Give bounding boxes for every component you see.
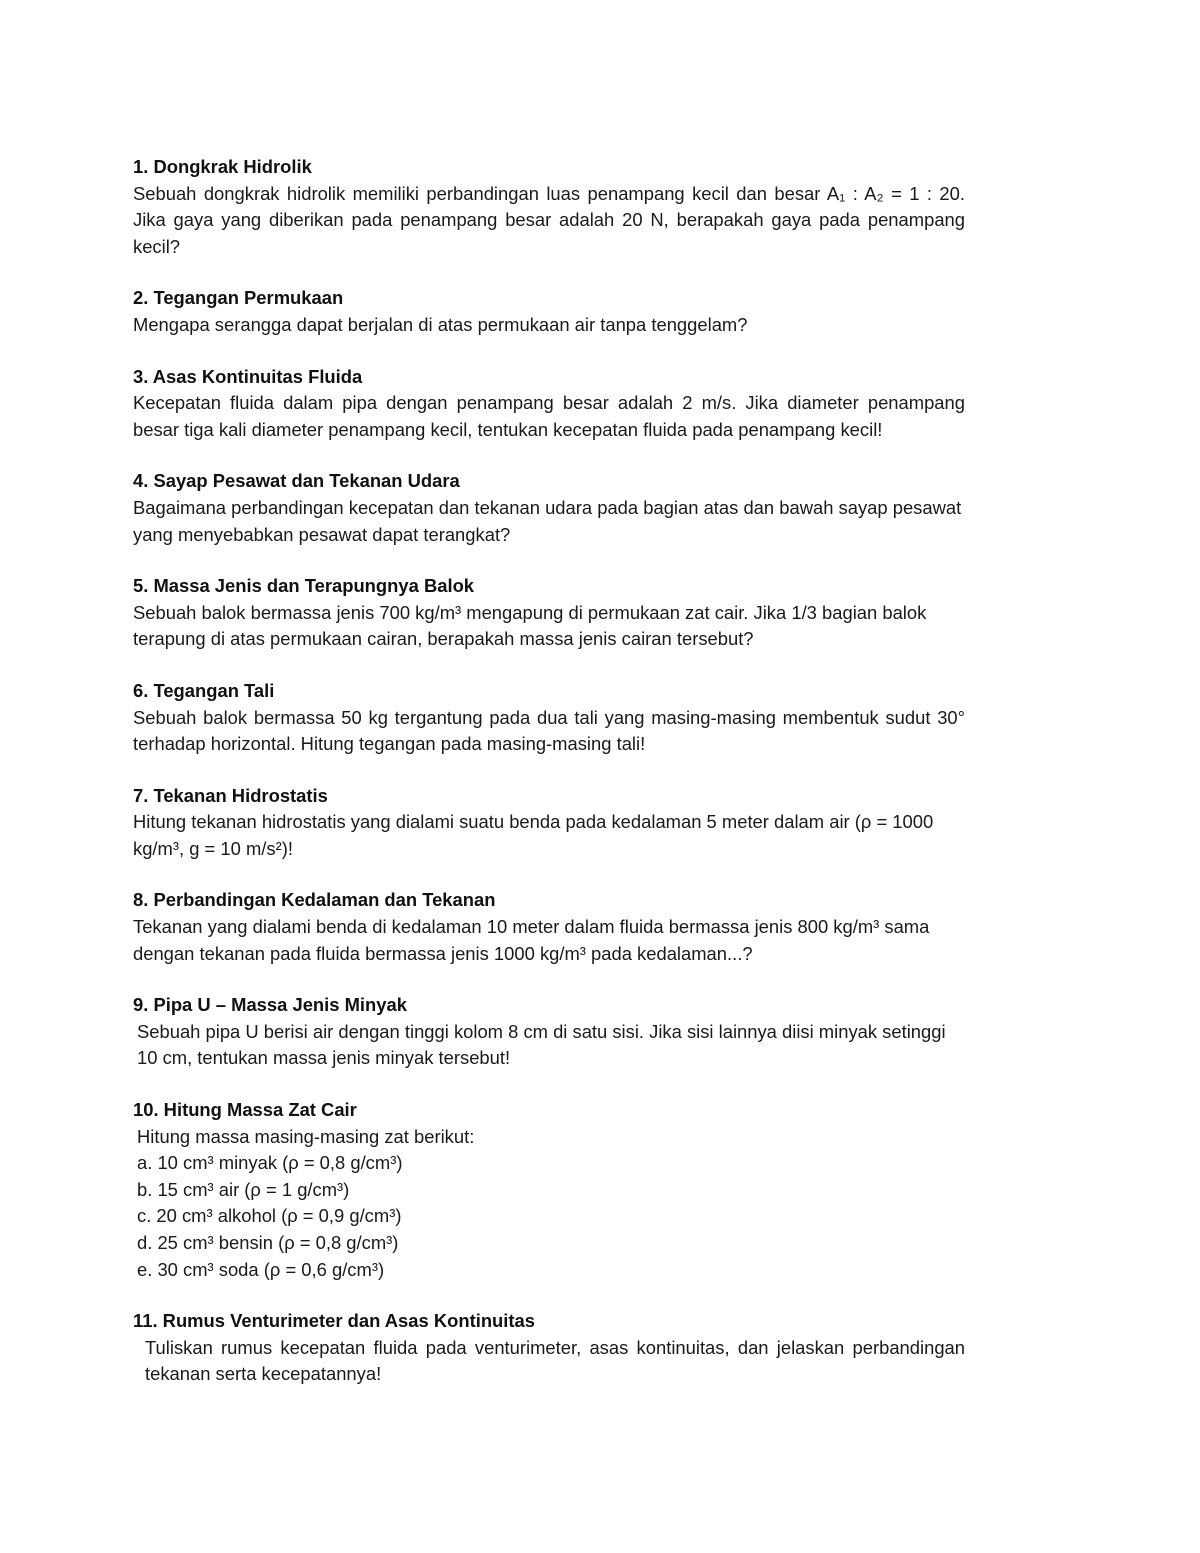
- sub-question-item: b. 15 cm³ air (ρ = 1 g/cm³): [137, 1178, 350, 1200]
- question-4: [133, 468, 965, 548]
- question-text: Hitung massa masing-masing zat berikut:: [137, 1125, 475, 1147]
- question-text: Sebuah balok bermassa 50 kg tergantung pada dua tali yang masing-masing membentuk sudut 30° terhadap horizontal. Hitung tegangan pada masing-masing tali!: [133, 706, 965, 755]
- question-2: [133, 285, 965, 338]
- question-text: Kecepatan fluida dalam pipa dengan penampang besar adalah 2 m/s. Jika diameter penampang besar tiga kali diameter penampang kecil, tentukan kecepatan fluida pada penampang kecil!: [133, 392, 965, 440]
- question-7: [133, 783, 965, 863]
- question-title: 2. Tegangan Permukaan: [133, 287, 344, 309]
- question-title: 11. Rumus Venturimeter dan Asas Kontinuitas: [133, 1310, 535, 1332]
- question-3: [133, 364, 965, 444]
- question-title: 5. Massa Jenis dan Terapungnya Balok: [133, 575, 475, 597]
- question-9: [133, 992, 965, 1072]
- question-11: [133, 1308, 965, 1388]
- question-title: 6. Tegangan Tali: [133, 679, 275, 701]
- question-title: 3. Asas Kontinuitas Fluida: [133, 365, 363, 387]
- question-text: Sebuah balok bermassa jenis 700 kg/m³ mengapung di permukaan zat cair. Jika 1/3 bagian balok terapung di atas permukaan cairan, berapakah massa jenis cairan tersebut?: [133, 601, 927, 650]
- sub-question-list: [133, 1150, 965, 1283]
- question-8: [133, 887, 965, 967]
- sub-question-item: c. 20 cm³ alkohol (ρ = 0,9 g/cm³): [137, 1205, 402, 1227]
- question-text: Hitung tekanan hidrostatis yang dialami suatu benda pada kedalaman 5 meter dalam air (ρ = 1000 kg/m³, g = 10 m/s²)!: [133, 811, 934, 859]
- question-text: Sebuah pipa U berisi air dengan tinggi kolom 8 cm di satu sisi. Jika sisi lainnya diisi minyak setinggi 10 cm, tentukan massa jenis minyak tersebut!: [137, 1020, 946, 1069]
- question-text: Sebuah dongkrak hidrolik memiliki perbandingan luas penampang kecil dan besar A₁ : A₂ = 1 : 20. Jika gaya yang diberikan pada penampang besar adalah 20 N, berapakah gaya pada penampang kecil?: [133, 182, 965, 257]
- sub-question-item: e. 30 cm³ soda (ρ = 0,6 g/cm³): [137, 1258, 385, 1280]
- question-title: 8. Perbandingan Kedalaman dan Tekanan: [133, 889, 496, 911]
- question-text: Mengapa serangga dapat berjalan di atas permukaan air tanpa tenggelam?: [133, 313, 748, 335]
- question-text: Tuliskan rumus kecepatan fluida pada venturimeter, asas kontinuitas, dan jelaskan perbandingan tekanan serta kecepatannya!: [145, 1336, 965, 1385]
- question-1: [133, 154, 965, 260]
- question-text: Bagaimana perbandingan kecepatan dan tekanan udara pada bagian atas dan bawah sayap pesawat yang menyebabkan pesawat dapat terangkat?: [133, 496, 962, 545]
- question-5: [133, 573, 965, 653]
- question-text: Tekanan yang dialami benda di kedalaman 10 meter dalam fluida bermassa jenis 800 kg/m³ sama dengan tekanan pada fluida bermassa jenis 1000 kg/m³ pada kedalaman...?: [133, 916, 930, 964]
- question-title: 1. Dongkrak Hidrolik: [133, 156, 312, 177]
- document-page: [133, 154, 965, 1413]
- question-title: 4. Sayap Pesawat dan Tekanan Udara: [133, 470, 460, 492]
- sub-question-item: a. 10 cm³ minyak (ρ = 0,8 g/cm³): [137, 1152, 403, 1174]
- question-title: 10. Hitung Massa Zat Cair: [133, 1099, 357, 1121]
- question-6: [133, 678, 965, 758]
- question-title: 9. Pipa U – Massa Jenis Minyak: [133, 994, 407, 1016]
- question-10: [133, 1097, 965, 1283]
- sub-question-item: d. 25 cm³ bensin (ρ = 0,8 g/cm³): [137, 1232, 399, 1253]
- question-title: 7. Tekanan Hidrostatis: [133, 784, 328, 806]
